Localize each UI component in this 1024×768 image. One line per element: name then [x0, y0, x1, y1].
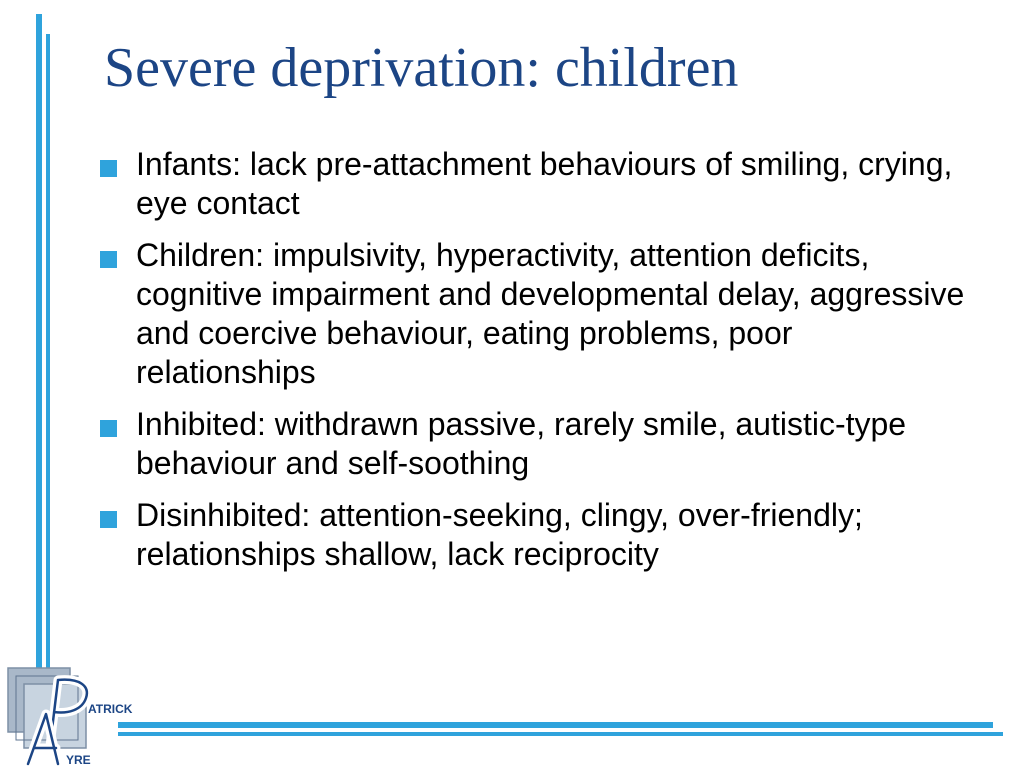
slide-title: Severe deprivation: children: [104, 37, 739, 99]
bottom-accent-line-upper: [118, 722, 993, 728]
left-accent-line-outer: [36, 14, 42, 694]
logo-text-line2: YRE: [66, 753, 91, 767]
bottom-accent-line-lower: [118, 732, 1003, 736]
left-accent-line-inner: [46, 34, 50, 694]
logo-text-line1: ATRICK: [88, 702, 133, 716]
bullet-list: [100, 145, 980, 587]
bullet-item: [100, 236, 980, 392]
bullet-text: Infants: lack pre-attachment behaviours of smiling, crying, eye contact: [136, 146, 953, 221]
patrick-ayre-logo-icon: [6, 664, 146, 768]
square-bullet-icon: [100, 251, 117, 268]
bullet-item: [100, 405, 980, 483]
bullet-item: [100, 145, 980, 223]
bullet-text: Inhibited: withdrawn passive, rarely smile, autistic-type behaviour and self-soothing: [136, 406, 907, 481]
bullet-item: [100, 496, 980, 574]
square-bullet-icon: [100, 511, 117, 528]
square-bullet-icon: [100, 420, 117, 437]
bullet-text: Disinhibited: attention-seeking, clingy, over-friendly; relationships shallow, lack reciprocity: [136, 497, 863, 572]
square-bullet-icon: [100, 160, 117, 177]
bullet-text: Children: impulsivity, hyperactivity, attention deficits, cognitive impairment and developmental delay, aggressive and coercive behaviour, eating problems, poor relationships: [136, 237, 965, 390]
